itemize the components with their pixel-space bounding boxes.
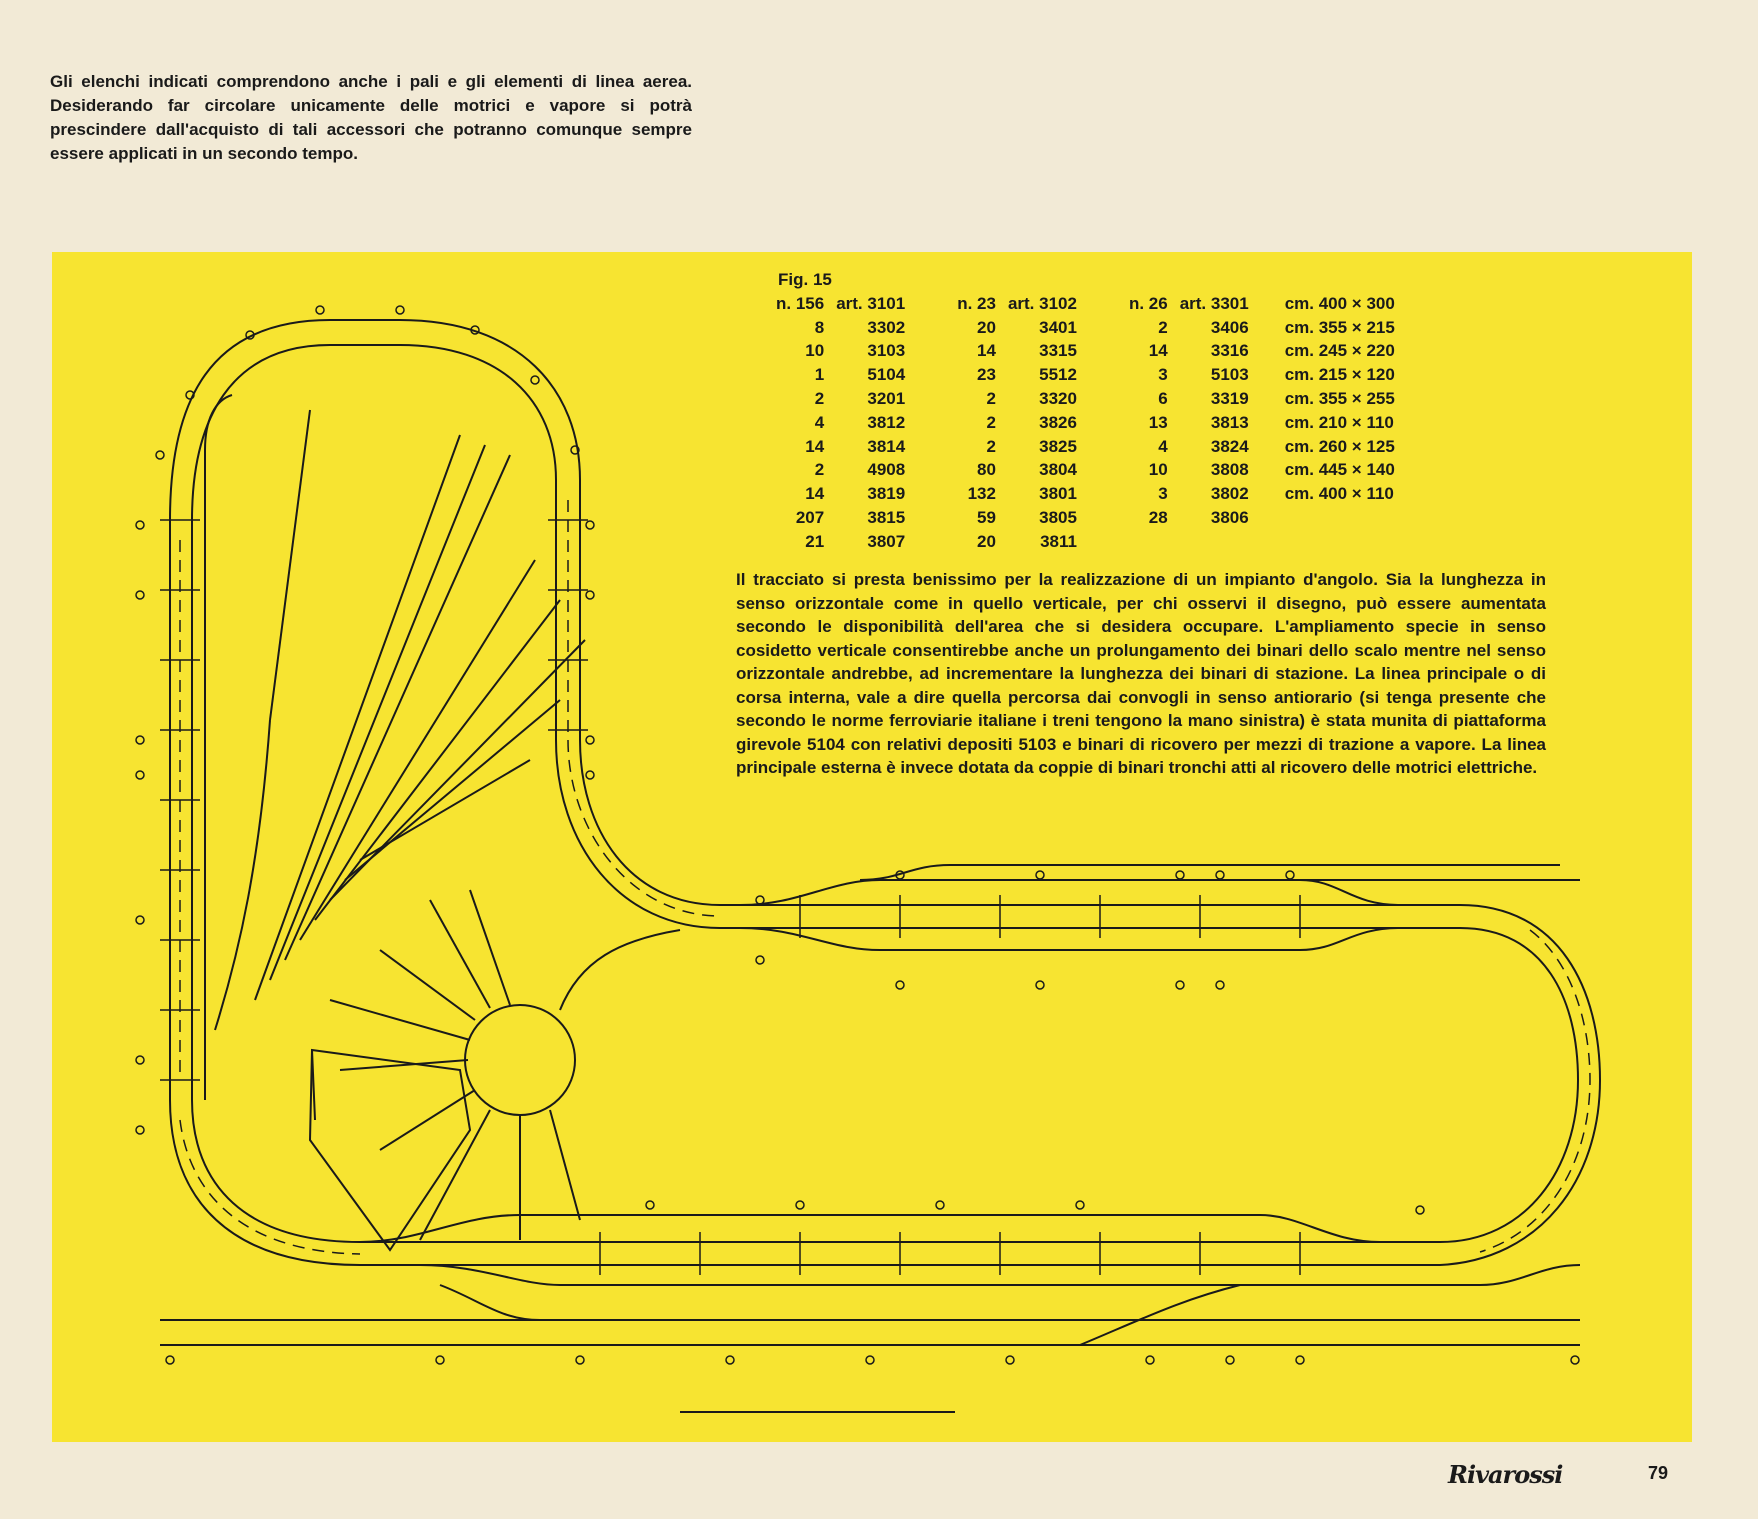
- parts-cell-n1: 2: [814, 389, 825, 409]
- parts-cell-a3: 3316: [1210, 341, 1249, 361]
- parts-cell-a1: 3812: [867, 412, 906, 432]
- parts-cell-a1: 3814: [867, 436, 906, 456]
- parts-cell-a2: 3805: [1039, 508, 1077, 528]
- parts-cell-a1: 3819: [867, 484, 906, 504]
- parts-cell-n3: 3: [1158, 365, 1168, 385]
- parts-cell-a2: 3811: [1040, 531, 1077, 551]
- overhead-poles: [136, 306, 1579, 1364]
- layout-description: Il tracciato si presta benissimo per la realizzazione di un impianto d'angolo. Sia la lunghezza in senso orizzontale come in quello verticale, per chi osservi il disegno, può essere aumentata secondo le disponibilità dell'area che si desidera occupare. L'ampliamento specie in senso cosidetto verticale consentirebbe anche un prolungamento dei binari dello scalo mentre nel senso orizzontale andrebbe, ad incrementare la lunghezza dei binari di stazione. La linea principale o di corsa interna, vale a dire quella percorsa dai convogli in senso antiorario (si tenga presente che secondo le norme ferroviarie italiane i treni tengono la mano sinistra) è stata munita di piattaforma girevole 5104 con relativi depositi 5103 e binari di ricovero per mezzi di trazione a vapore. La linea principale esterna è invece dotata da coppie di binari tronchi atti al ricovero delle motrici elettriche.: [736, 570, 1546, 777]
- parts-cell-a2: 5512: [1039, 365, 1077, 385]
- parts-cell-n3: 3: [1158, 484, 1168, 504]
- parts-cell-n1: 4: [814, 412, 825, 432]
- parts-cell-a1: 3103: [867, 341, 906, 361]
- parts-cell-a2: 3826: [1039, 412, 1077, 432]
- parts-cell-a2: 3801: [1039, 484, 1077, 504]
- parts-cell-a2: 3825: [1039, 436, 1077, 456]
- parts-cell-a3: 5103: [1210, 365, 1249, 385]
- lower-station: [160, 1215, 1580, 1345]
- parts-cell-n1: 21: [805, 531, 825, 551]
- fan-yard: [255, 410, 585, 1000]
- parts-cell-n1: 8: [814, 317, 825, 337]
- parts-cell-a1: 3302: [867, 317, 906, 337]
- parts-cell-dim: cm. 355 × 255: [1284, 389, 1395, 409]
- parts-cell-n2: 132: [967, 484, 996, 504]
- parts-cell-a2: art. 3102: [1007, 293, 1077, 313]
- turntable-radials: [330, 890, 580, 1240]
- parts-cell-a2: 3315: [1039, 341, 1077, 361]
- parts-cell-a3: 3813: [1210, 412, 1249, 432]
- parts-cell-dim: cm. 245 × 220: [1284, 341, 1395, 361]
- parts-cell-a1: 3201: [867, 389, 906, 409]
- parts-cell-n2: 2: [986, 412, 996, 432]
- parts-cell-n3: 13: [1148, 412, 1168, 432]
- parts-cell-n3: 4: [1158, 436, 1168, 456]
- parts-cell-a3: 3802: [1210, 484, 1249, 504]
- parts-cell-n2: 59: [977, 508, 996, 528]
- parts-cell-n3: 10: [1148, 460, 1168, 480]
- parts-cell-n2: 20: [977, 317, 996, 337]
- parts-cell-n2: 2: [986, 389, 996, 409]
- parts-cell-n2: 2: [986, 436, 996, 456]
- parts-cell-a2: 3320: [1039, 389, 1077, 409]
- parts-cell-n1: 14: [805, 484, 825, 504]
- parts-cell-n1: 10: [805, 341, 825, 361]
- parts-cell-a3: 3808: [1210, 460, 1249, 480]
- parts-cell-a1: 4908: [867, 460, 906, 480]
- turntable: [465, 1005, 575, 1115]
- upper-station: [740, 865, 1580, 950]
- parts-cell-a2: 3401: [1039, 317, 1077, 337]
- parts-cell-a1: 5104: [867, 365, 906, 385]
- parts-cell-a2: 3804: [1039, 460, 1077, 480]
- parts-cell-a1: art. 3101: [836, 293, 906, 313]
- parts-cell-a1: 3815: [867, 508, 906, 528]
- parts-cell-n3: 6: [1158, 389, 1168, 409]
- parts-cell-n2: 20: [977, 531, 996, 551]
- parts-cell-a3: 3806: [1210, 508, 1249, 528]
- figure-label: Fig. 15: [778, 270, 832, 289]
- parts-cell-n2: 23: [977, 365, 996, 385]
- parts-cell-dim: cm. 445 × 140: [1284, 460, 1395, 480]
- engine-shed: [310, 1050, 470, 1250]
- parts-cell-a3: art. 3301: [1179, 293, 1249, 313]
- parts-cell-dim: cm. 400 × 110: [1284, 484, 1394, 504]
- parts-cell-n1: 14: [805, 436, 825, 456]
- parts-cell-a1: 3807: [867, 531, 906, 551]
- inner-main-line: [192, 345, 1578, 1242]
- parts-cell-n1: n. 156: [776, 293, 825, 313]
- parts-cell-dim: cm. 260 × 125: [1284, 436, 1395, 456]
- parts-cell-n1: 1: [814, 365, 825, 385]
- parts-cell-n2: 14: [977, 341, 996, 361]
- brand-logo: Rivarossi: [1448, 1460, 1563, 1489]
- parts-cell-n1: 2: [814, 460, 825, 480]
- parts-cell-n2: n. 23: [957, 293, 996, 313]
- outer-main-line: [170, 320, 1600, 1265]
- parts-cell-dim: cm. 355 × 215: [1284, 317, 1395, 337]
- parts-cell-dim: cm. 210 × 110: [1284, 412, 1394, 432]
- parts-cell-n3: 28: [1148, 508, 1168, 528]
- page-number: 79: [1648, 1463, 1669, 1483]
- parts-cell-n1: 207: [795, 508, 825, 528]
- parts-cell-a3: 3406: [1210, 317, 1249, 337]
- parts-cell-n3: n. 26: [1128, 293, 1168, 313]
- intro-text: Gli elenchi indicati comprendono anche i pali e gli elementi di linea aerea. Desiderando far circolare unicamente delle motrici e vapore si potrà prescindere dall'acquisto di tali accessori che potranno comunque sempre essere applicati in un secondo tempo.: [50, 72, 692, 163]
- parts-cell-a3: 3319: [1210, 389, 1249, 409]
- parts-cell-n3: 14: [1148, 341, 1168, 361]
- parts-cell-dim: cm. 215 × 120: [1284, 365, 1395, 385]
- parts-cell-n3: 2: [1158, 317, 1168, 337]
- parts-cell-n2: 80: [977, 460, 996, 480]
- parts-cell-a3: 3824: [1210, 436, 1249, 456]
- parts-cell-dim: cm. 400 × 300: [1284, 293, 1395, 313]
